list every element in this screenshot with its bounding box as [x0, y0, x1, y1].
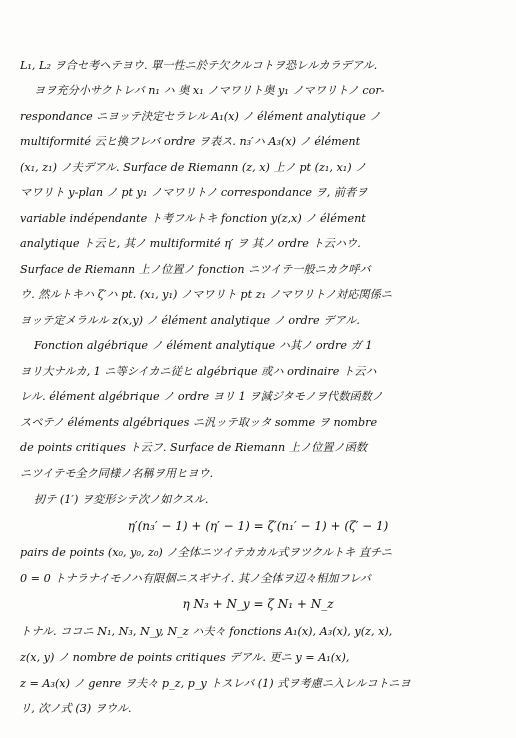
text-line-1: L₁, L₂ ヲ合セ考ヘテヨウ. 單一性ニ於テ欠クルコトヲ恐レルカラデアル.: [20, 59, 378, 72]
text-line-18: 扨テ (1′) ヲ変形シテ次ノ如クスル.: [34, 493, 209, 506]
text-line-23: z = A₃(x) ノ genre ヲ夫々 p_z, p_y トスレバ (1) 式ヲ考慮ニ入レルコトニヨ: [20, 677, 411, 690]
text-line-19: pairs de points (x₀, y₀, z₀) ノ全体ニツイテカカル式ヲツクルトキ 直チニ: [20, 546, 392, 559]
text-line-15: スベテノ éléments algébriques ニ汎ッテ取ッタ somme ヲ nombre: [20, 416, 378, 429]
text-line-11: ヨッテ定メラルル z(x,y) ノ élément analytique ノ ordre デアル.: [20, 314, 360, 327]
text-line-8: analytique ト云ヒ, 其ノ multiformité η′ ヲ 其ノ ordre ト云ハウ.: [20, 237, 361, 250]
equation-1: η′(n₃′ − 1) + (η′ − 1) = ζ′(n₁′ − 1) + (ζ′ − 1): [127, 519, 389, 533]
text-line-4: multiformité 云ヒ換フレバ ordre ヲ表ス. n₃′ハ A₃(x) ノ élément: [20, 135, 361, 148]
equation-2: η N₃ + N_y = ζ N₁ + N_z: [182, 597, 334, 611]
text-line-21: トナル. ココニ N₁, N₃, N_y, N_z ハ夫々 fonctions A₁(x), A₃(x), y(z, x),: [20, 625, 393, 638]
text-line-14: レル. élément algébrique ノ ordre ヨリ 1 ヲ減ジタモノヲ代数函数ノ: [20, 390, 383, 403]
text-line-3: respondance ニヨッテ決定セラレル A₁(x) ノ élément analytique ノ: [20, 110, 381, 123]
text-line-12: Fonction algébrique ノ élément analytique ハ其ノ ordre ガ 1: [34, 339, 373, 352]
text-line-17: ニツイテモ全ク同様ノ名稱ヲ用ヒヨウ.: [20, 467, 214, 480]
text-line-10: ウ. 然ルトキハ ζ′ハ pt. (x₁, y₁) ノマワリト pt z₁ ノマワリトノ対応関係ニ: [20, 288, 392, 301]
text-line-7: variable indépendante ト考フルトキ fonction y(z,x) ノ élément: [20, 212, 366, 225]
text-line-13: ヨリ大ナルカ, 1 ニ等シイカニ従ヒ algébrique 或ハ ordinaire ト云ハ: [20, 365, 377, 378]
text-line-2: ヨヲ充分小サクトレバ n₁ ハ 奥 x₁ ノマワリト奥 y₁ ノマワリトノ cor-: [34, 84, 385, 97]
text-line-20: 0 = 0 トナラナイモノハ有限個ニスギナイ. 其ノ全体ヲ辺々相加フレバ: [20, 572, 371, 585]
text-line-5: (x₁, z₁) ノ夫デアル. Surface de Riemann (z, x) 上ノ pt (z₁, x₁) ノ: [20, 161, 367, 174]
text-line-9: Surface de Riemann 上ノ位置ノ fonction ニツイテ一般ニカク呼バ: [20, 263, 371, 276]
text-line-24: リ, 次ノ式 (3) ヲウル.: [20, 702, 132, 715]
text-line-22: z(x, y) ノ nombre de points critiques デアル. 更ニ y = A₁(x),: [20, 651, 350, 664]
text-line-16: de points critiques ト云フ. Surface de Riemann 上ノ位置ノ函数: [20, 441, 368, 454]
text-line-6: マワリト y-plan ノ pt y₁ ノマワリトノ correspondance ヲ, 前者ヲ: [20, 186, 368, 199]
